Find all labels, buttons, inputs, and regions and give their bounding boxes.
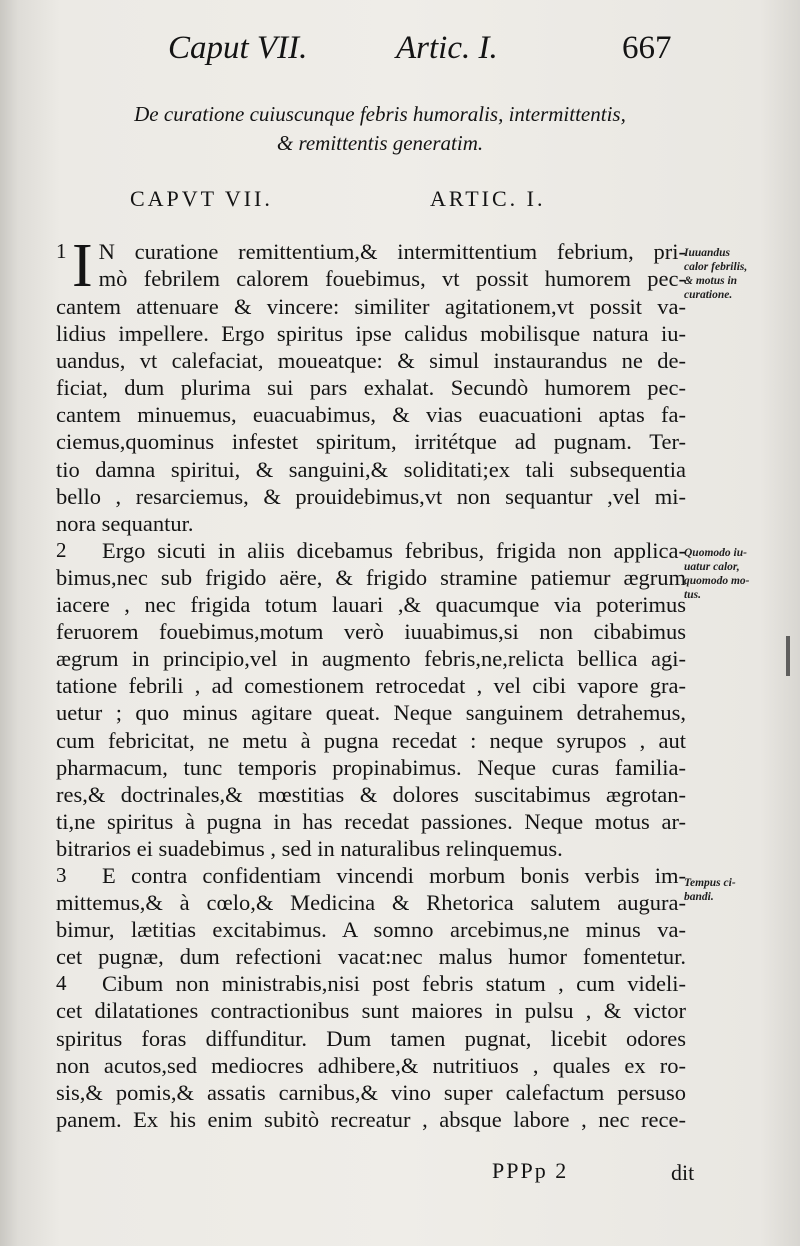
text-line: Cibum non ministrabis,nisi post febris statum , cum videli- <box>102 971 686 997</box>
marginal-note-1 <box>684 246 796 302</box>
paragraph-number: 2 <box>56 537 67 562</box>
text-line: tatione febrili , ad comestionem retrocedat , vel cibi vapore gra- <box>56 673 686 699</box>
text-line: mittemus,& à cœlo,& Medicina & Rhetorica salutem augura- <box>56 890 686 916</box>
section-title-line-1: De curatione cuiuscunque febris humoralis, intermittentis, <box>134 102 626 126</box>
text-line: nora sequantur. <box>56 510 194 536</box>
text-line: sis,& pomis,& assatis carnibus,& vino super calefactum persuso <box>56 1079 686 1105</box>
text-line: uandus, vt calefaciat, moueatque: & simul instaurandus ne de- <box>56 348 686 374</box>
paragraph-1 <box>56 232 686 537</box>
paragraph-4 <box>56 970 686 1133</box>
section-title <box>80 100 680 158</box>
catchword: dit <box>671 1160 695 1185</box>
running-head <box>168 30 688 70</box>
signature-mark: PPPp 2 <box>492 1158 569 1183</box>
drop-cap: I <box>72 232 93 300</box>
running-head-article: Artic. I. <box>396 30 498 66</box>
text-line: cum febricitat, ne metu à pugna recedat : neque syrupos , aut <box>56 727 686 753</box>
marginal-line: Iuuandus <box>684 247 731 259</box>
text-line: cantem minuemus, euacuabimus, & vias euacuationi aptas fa- <box>56 402 686 428</box>
marginal-line: uatur calor, <box>684 561 740 573</box>
text-line: bello , resarciemus, & prouidebimus,vt non sequantur ,vel mi- <box>56 483 686 509</box>
text-line: bimur, lætitias excitabimus. A somno arcebimus,ne minus va- <box>56 917 686 943</box>
chapter-heading <box>130 186 610 218</box>
body-text <box>56 232 686 1133</box>
marginal-line: & motus in <box>684 275 738 287</box>
text-line: spiritus foras diffunditur. Dum tamen pugnat, licebit odores <box>56 1025 686 1051</box>
text-line: Ergo sicuti in aliis dicebamus febribus, frigida non applica- <box>102 537 686 563</box>
running-head-chapter: Caput VII. <box>168 30 308 66</box>
text-line: cantem attenuare & vincere: similiter agitationem,vt possit va- <box>56 294 686 319</box>
text-line: E contra confidentiam vincendi morbum bonis verbis im- <box>102 862 686 888</box>
marginal-line: tus. <box>684 589 701 601</box>
text-line: non acutos,sed mediocres adhibere,& nutritiuos , quales ex ro- <box>56 1052 686 1078</box>
text-line: pharmacum, tunc temporis propinabimus. Neque curas familia- <box>56 754 686 780</box>
text-line: ciemus,quominus infestet spiritum, irritétque ad pugnam. Ter- <box>56 429 686 455</box>
text-line: ficiat, dum plurima sui pars exhalat. Secundò humorem pec- <box>56 375 686 401</box>
text-line: ti,ne spiritus à pugna in has recedat passiones. Neque motus ar- <box>56 808 686 834</box>
chapter-heading-artic: ARTIC. I. <box>430 186 546 211</box>
paragraph-3 <box>56 862 686 970</box>
text-line: N curatione remittentium,& intermittentium febrium, pri- <box>98 239 686 264</box>
marginal-line: calor febrilis, <box>684 261 748 273</box>
page-number: 667 <box>622 30 672 66</box>
marginal-line: bandi. <box>684 891 714 903</box>
text-line: cet pugnæ, dum refectioni vacat:nec malus humor fomentetur. <box>56 944 686 970</box>
text-line: bitrarios ei suadebimus , sed in naturalibus relinquemus. <box>56 835 563 861</box>
text-line: lidius impellere. Ergo spiritus ipse calidus mobilisque natura iu- <box>56 321 686 347</box>
chapter-heading-caput: CAPVT VII. <box>130 186 273 211</box>
text-line: tio damna spiritui, & sanguini,& soliditati;ex tali subsequentia <box>56 456 686 482</box>
marginal-line: Quomodo iu- <box>684 547 747 559</box>
text-line: iacere , nec frigida totum lauari ,& quacumque via poterimus <box>56 592 686 618</box>
text-line: feruorem fouebimus,motum verò iuuabimus,si non cibabimus <box>56 619 686 645</box>
paragraph-number: 3 <box>56 862 67 887</box>
section-title-line-2: & remittentis generatim. <box>276 131 484 155</box>
text-line: res,& doctrinales,& mœstitias & dolores suscitabimus ægrotan- <box>56 781 686 807</box>
paragraph-2 <box>56 537 686 862</box>
paragraph-number: 4 <box>56 971 67 996</box>
marginal-note-3 <box>684 876 796 904</box>
paragraph-number: 1 <box>56 239 67 263</box>
text-line: bimus,nec sub frigido aëre, & frigido stramine patiemur ægrum <box>56 564 686 590</box>
page-edge-mark <box>786 636 790 676</box>
text-line: cet dilatationes contractionibus sunt maiores in pulsu , & victor <box>56 998 686 1024</box>
text-line: uetur ; quo minus agitare queat. Neque sanguinem detrahemus, <box>56 700 686 726</box>
marginal-line: curatione. <box>684 289 733 301</box>
text-line: panem. Ex his enim subitò recreatur , absque labore , nec rece- <box>56 1106 686 1132</box>
marginal-line: Tempus ci- <box>684 877 736 889</box>
text-line: mò febrilem calorem fouebimus, vt possit humorem pec- <box>98 266 686 292</box>
marginal-line: quomodo mo- <box>684 575 750 587</box>
text-line: ægrum in principio,vel in augmento febris,ne,relicta bellica agi- <box>56 646 686 672</box>
marginal-note-2 <box>684 546 796 602</box>
